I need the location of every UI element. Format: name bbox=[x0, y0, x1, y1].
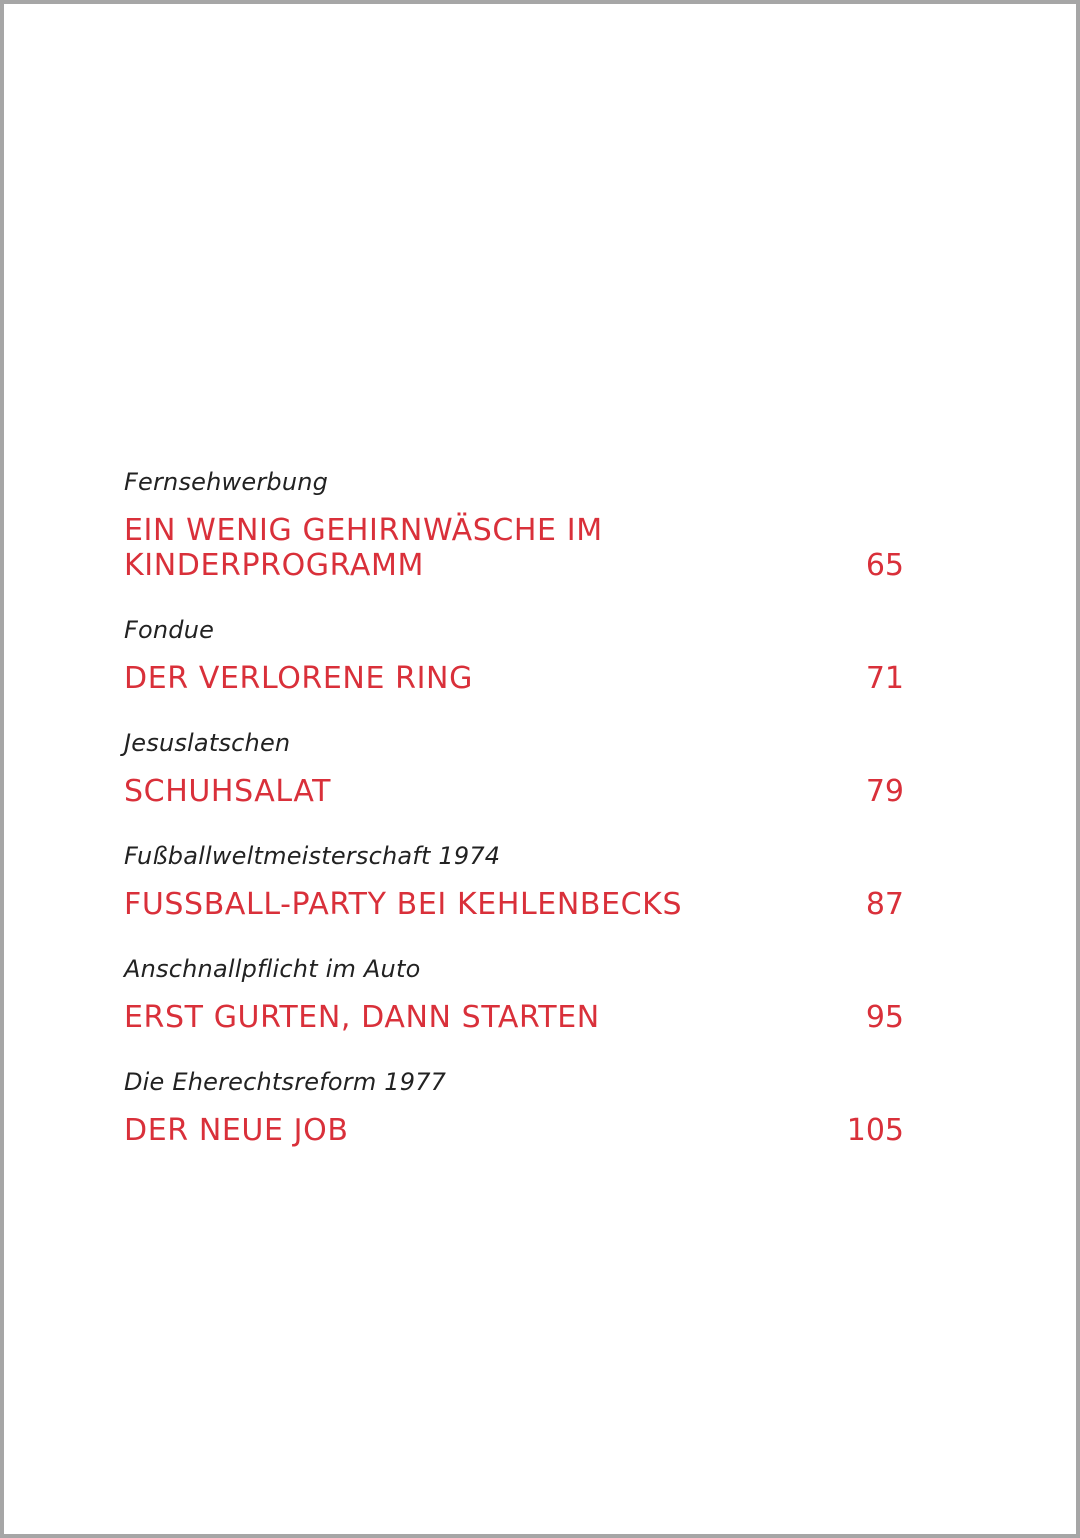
entry-title[interactable]: FUSSBALL-PARTY BEI KEHLENBECKS bbox=[124, 887, 683, 922]
entry-topic: Fondue bbox=[124, 616, 215, 644]
entry-title[interactable]: DER VERLORENE RING bbox=[124, 661, 473, 696]
entry-page-number: 79 bbox=[865, 774, 904, 809]
entry-title[interactable]: EIN WENIG GEHIRNWÄSCHE IM KINDERPROGRAMM bbox=[124, 513, 603, 583]
entry-page-number: 65 bbox=[865, 548, 904, 583]
toc-entry[interactable] bbox=[124, 839, 904, 922]
entry-topic: Fußballweltmeisterschaft 1974 bbox=[124, 842, 501, 870]
entry-topic: Jesuslatschen bbox=[124, 729, 291, 757]
entry-row bbox=[124, 774, 904, 809]
toc-entry[interactable] bbox=[124, 613, 904, 696]
toc-entry[interactable] bbox=[124, 726, 904, 809]
entry-page-number: 87 bbox=[865, 887, 904, 922]
entry-page-number: 71 bbox=[865, 661, 904, 696]
entry-row bbox=[124, 1113, 904, 1148]
entry-row bbox=[124, 661, 904, 696]
entry-page-number: 95 bbox=[865, 1000, 904, 1035]
entry-title[interactable]: DER NEUE JOB bbox=[124, 1113, 349, 1148]
entry-title[interactable]: SCHUHSALAT bbox=[124, 774, 332, 809]
entry-row bbox=[124, 1000, 904, 1035]
entry-page-number: 105 bbox=[846, 1113, 904, 1148]
entry-topic: Anschnallpflicht im Auto bbox=[124, 955, 421, 983]
entry-topic: Fernsehwerbung bbox=[124, 468, 329, 496]
entry-row bbox=[124, 513, 904, 583]
table-of-contents bbox=[124, 465, 904, 1178]
entry-title[interactable]: ERST GURTEN, DANN STARTEN bbox=[124, 1000, 600, 1035]
toc-entry[interactable] bbox=[124, 465, 904, 583]
toc-entry[interactable] bbox=[124, 1065, 904, 1148]
entry-row bbox=[124, 887, 904, 922]
entry-topic: Die Eherechtsreform 1977 bbox=[124, 1068, 447, 1096]
toc-entry[interactable] bbox=[124, 952, 904, 1035]
